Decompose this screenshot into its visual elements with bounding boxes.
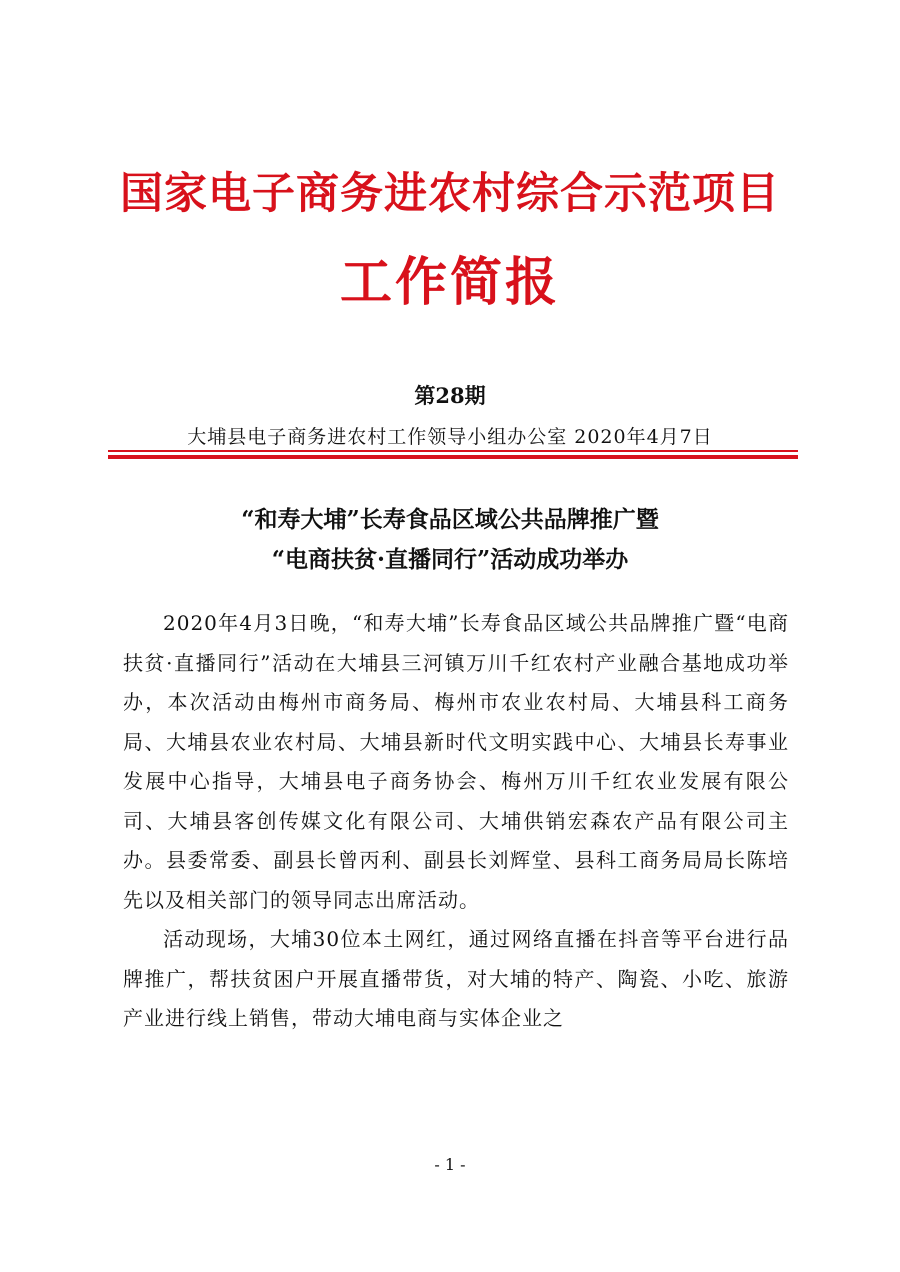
article-title <box>0 500 900 580</box>
paragraph: 活动现场，大埔30位本土网红，通过网络直播在抖音等平台进行品牌推广，帮扶贫困户开展直播带货，对大埔的特产、陶瓷、小吃、旅游产业进行线上销售，带动大埔电商与实体企业之 <box>123 927 789 1030</box>
masthead-title: 国家电子商务进农村综合示范项目 <box>120 169 780 219</box>
paragraph: 2020年4月3日晚，“和寿大埔”长寿食品区域公共品牌推广暨“电商扶贫·直播同行”活动在大埔县三河镇万川千红农村产业融合基地成功举办，本次活动由梅州市商务局、梅州市农业农村局、大埔县科工商务局、大埔县农业农村局、大埔县新时代文明实践中心、大埔县长寿事业发展中心指导，大埔县电子商务协会、梅州万川千红农业发展有限公司、大埔县客创传媒文化有限公司、大埔供销宏森农产品有限公司主办。县委常委、副县长曾丙利、副县长刘辉堂、县科工商务局局长陈培先以及相关部门的领导同志出席活动。 <box>123 611 789 912</box>
article-title-line-2: “电商扶贫·直播同行”活动成功举办 <box>271 546 629 573</box>
issuer-and-date: 大埔县电子商务进农村工作领导小组办公室 2020年4月7日 <box>187 426 713 448</box>
article-title-line-1: “和寿大埔”长寿食品区域公共品牌推广暨 <box>241 506 659 533</box>
page-number: - 1 - <box>434 1155 466 1174</box>
article-body <box>123 604 789 1039</box>
issue-number: 第28期 <box>414 383 486 408</box>
red-divider-thin <box>108 450 798 452</box>
red-divider-thick <box>108 455 798 459</box>
masthead-subtitle: 工作简报 <box>339 252 560 313</box>
